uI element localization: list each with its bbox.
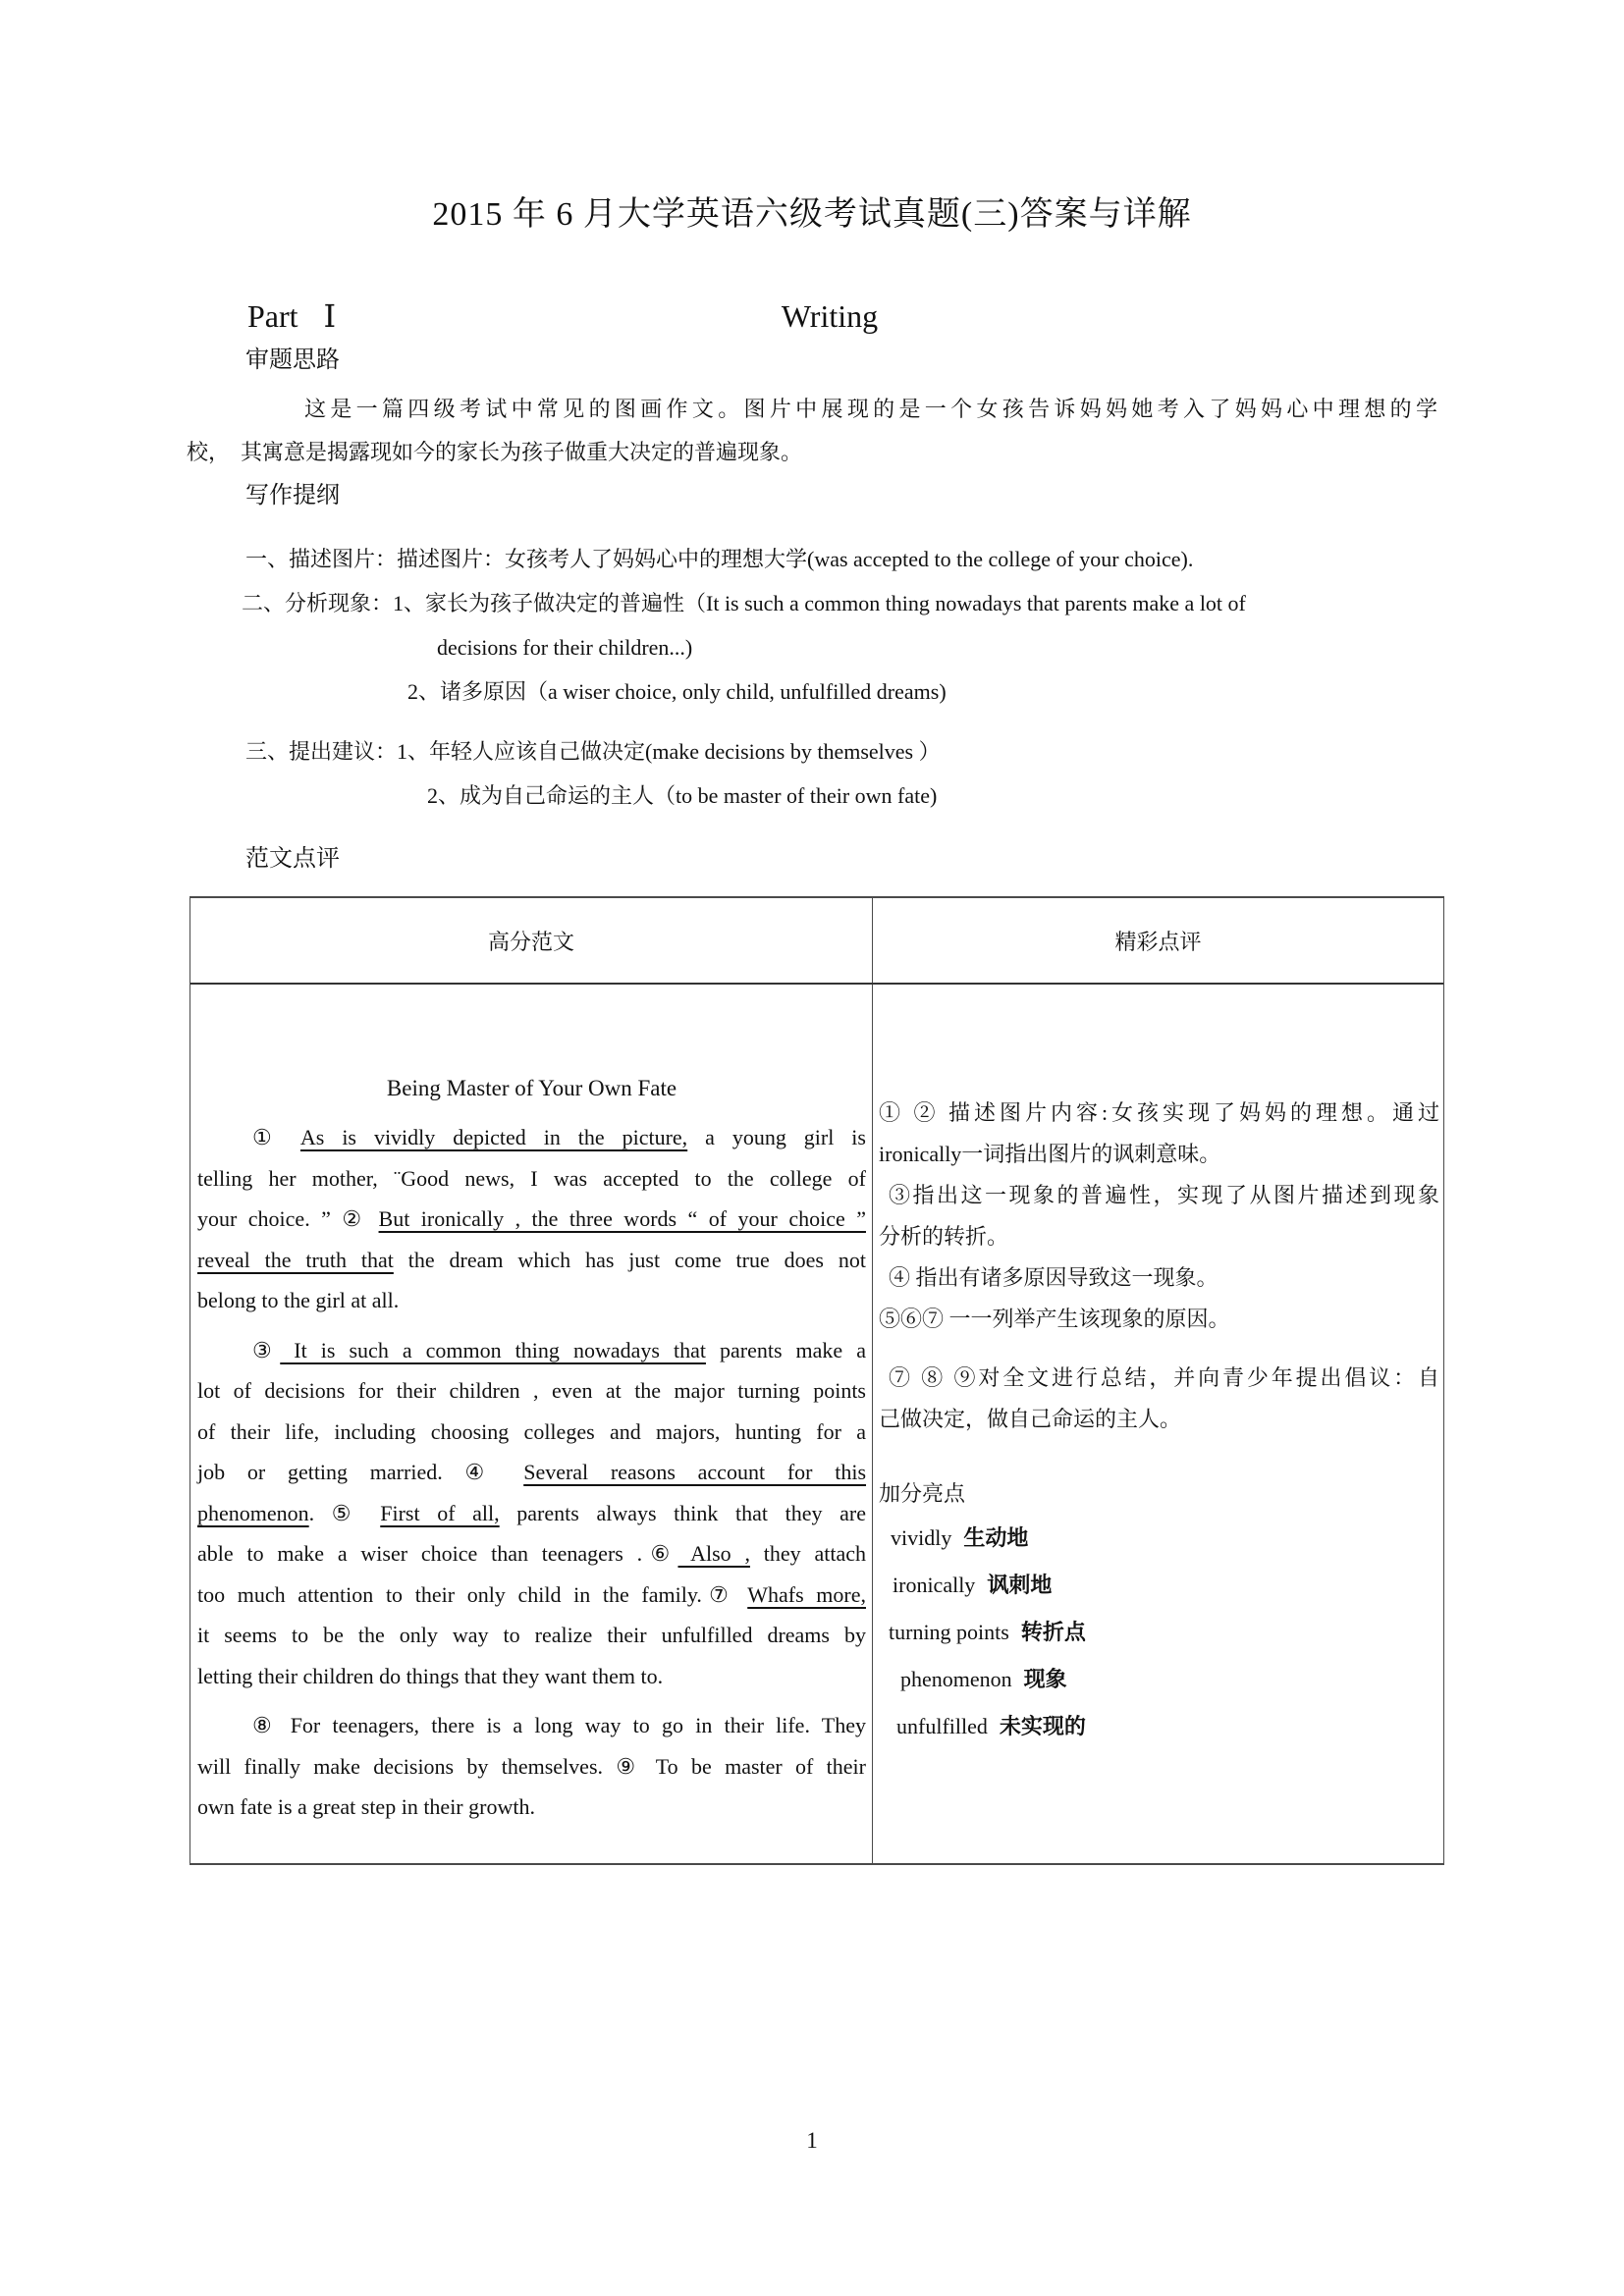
outline-item: 一、描述图片：描述图片：女孩考人了妈妈心中的理想大学(was accepted to the college of your choice). xyxy=(245,547,1194,571)
vocab-gloss: 现象 xyxy=(1023,1667,1067,1691)
essay-underlined-segment: reveal the truth that xyxy=(197,1247,394,1272)
essay-text-segment: able to make a wiser choice than teenagers .⑥ xyxy=(197,1541,678,1566)
essay-text-segment: ⑧ For teenagers, there is a long way to go in their life. They xyxy=(252,1713,866,1737)
vocab-word: phenomenon xyxy=(900,1667,1012,1691)
comment-line: ⑦ ⑧ ⑨对全文进行总结，并向青少年提出倡议：自 xyxy=(889,1365,1439,1390)
comment-line: ironically一词指出图片的讽刺意味。 xyxy=(879,1142,1221,1166)
comment-line: ⑤⑥⑦ 一一列举产生该现象的原因。 xyxy=(879,1307,1230,1331)
vocab-item xyxy=(879,1515,1439,1562)
essay-text-segment: belong to the girl at all. xyxy=(197,1288,400,1312)
header-cell-model-essay: 高分范文 xyxy=(190,898,873,983)
essay-text-segment: job or getting married. ④ xyxy=(197,1460,524,1484)
vocab-word: turning points xyxy=(889,1620,1009,1644)
essay-line xyxy=(197,1412,866,1453)
essay-title: Being Master of Your Own Fate xyxy=(386,1076,677,1100)
comment-line: ① ② 描述图片内容:女孩实现了妈妈的理想。通过 xyxy=(879,1100,1439,1125)
outline-list xyxy=(187,537,1437,818)
essay-text-segment: the dream which has just come true does not xyxy=(393,1247,866,1272)
analysis-paragraph-line: 校， 其寓意是揭露现如今的家长为孩子做重大决定的普遍现象。 xyxy=(187,440,803,464)
vocab-word: ironically xyxy=(893,1573,976,1597)
review-table xyxy=(189,896,1444,1865)
essay-text-segment: they attach xyxy=(749,1541,866,1566)
outline-item: 2、诸多原因（a wiser choice, only child, unfulfilled dreams) xyxy=(407,679,947,704)
essay-line xyxy=(197,1575,866,1616)
essay-text-segment: . ⑤ xyxy=(308,1500,381,1525)
page-number: 1 xyxy=(806,2128,818,2153)
essay-line xyxy=(197,1240,866,1281)
essay-text-segment: ③ xyxy=(252,1337,281,1362)
document-title: 2015 年 6 月大学英语六级考试真题(三)答案与详解 xyxy=(432,196,1192,233)
essay-line xyxy=(197,1280,866,1321)
part-heading-row xyxy=(187,295,1437,337)
essay-text-segment: parents always think that they are xyxy=(499,1500,866,1525)
analysis-heading: 审题思路 xyxy=(245,347,340,373)
comment-line: 分析的转折。 xyxy=(879,1224,1009,1249)
essay-line xyxy=(197,1493,866,1534)
essay-line xyxy=(197,1158,866,1200)
outline-heading: 写作提纲 xyxy=(245,483,340,508)
essay-text-segment: letting their children do things that they want them to. xyxy=(197,1663,664,1688)
bonus-points-heading: 加分亮点 xyxy=(879,1481,966,1506)
vocab-item xyxy=(879,1609,1439,1656)
analysis-paragraph-line: 这是一篇四级考试中常见的图画作文。图片中展现的是一个女孩告诉妈妈她考入了妈妈心中理想的学 xyxy=(304,397,1437,421)
vocab-gloss: 生动地 xyxy=(963,1525,1029,1550)
essay-line xyxy=(197,1656,866,1697)
comments-cell xyxy=(873,985,1443,1863)
outline-item: 三、提出建议：1、年轻人应该自己做决定(make decisions by themselves ） xyxy=(245,739,941,764)
vocab-gloss: 转折点 xyxy=(1020,1620,1086,1644)
outline-item-continuation: decisions for their children...) xyxy=(437,635,693,660)
header-cell-comments: 精彩点评 xyxy=(1114,929,1202,954)
vocab-item xyxy=(879,1656,1439,1703)
review-heading: 范文点评 xyxy=(245,846,340,872)
essay-line xyxy=(197,1787,866,1828)
essay-line xyxy=(197,1330,866,1371)
essay-underlined-segment: First of all, xyxy=(380,1500,500,1525)
essay-line xyxy=(197,1705,866,1746)
part-label: Part Ⅰ xyxy=(247,298,337,334)
vocab-gloss: 讽刺地 xyxy=(987,1573,1053,1597)
essay-underlined-segment: But ironically , the three words “ of your choice ” xyxy=(378,1206,866,1231)
essay-underlined-segment: Several reasons account for this xyxy=(523,1460,867,1484)
vocab-word: vividly xyxy=(891,1525,952,1550)
essay-line xyxy=(197,1117,866,1158)
essay-text-segment: own fate is a great step in their growth. xyxy=(197,1794,535,1819)
essay-line xyxy=(197,1199,866,1240)
comment-line: ④ 指出有诸多原因导致这一现象。 xyxy=(889,1265,1218,1290)
essay-text-segment: your choice. ” ② xyxy=(197,1206,379,1231)
essay-text-segment: a young girl is xyxy=(687,1125,866,1149)
essay-underlined-segment: phenomenon xyxy=(197,1500,309,1525)
part-title: Writing xyxy=(781,298,879,334)
essay-text-segment: lot of decisions for their children , even at the major turning points xyxy=(197,1378,866,1403)
essay-text-segment: too much attention to their only child in the family.⑦ xyxy=(197,1581,748,1607)
essay-line xyxy=(197,1452,866,1493)
essay-line xyxy=(197,1370,866,1412)
vocab-word: unfulfilled xyxy=(896,1714,988,1738)
model-essay-cell xyxy=(190,985,873,1863)
outline-item: 2、成为自己命运的主人（to be master of their own fate) xyxy=(427,783,938,808)
essay-text-segment: ① xyxy=(252,1125,300,1149)
vocab-item xyxy=(879,1562,1439,1609)
essay-underlined-segment: Whafs more, xyxy=(747,1581,866,1607)
essay-text-segment: telling her mother, ¨Good news, I was accepted to the college of xyxy=(197,1165,866,1191)
essay-text-segment: parents make a xyxy=(705,1337,866,1362)
outline-item: 二、分析现象：1、家长为孩子做决定的普遍性（It is such a common thing nowadays that parents make a lot of xyxy=(242,591,1246,615)
comment-line: ③指出这一现象的普遍性，实现了从图片描述到现象 xyxy=(889,1183,1439,1207)
essay-text-segment: will finally make decisions by themselves. ⑨ To be master of their xyxy=(197,1753,866,1779)
essay-underlined-segment: As is vividly depicted in the picture, xyxy=(299,1125,688,1149)
comment-line: 己做决定，做自己命运的主人。 xyxy=(879,1407,1182,1431)
vocab-item xyxy=(879,1703,1439,1750)
essay-text-segment: of their life, including choosing colleges and majors, hunting for a xyxy=(197,1418,866,1444)
vocab-gloss: 未实现的 xyxy=(999,1714,1086,1738)
essay-line xyxy=(197,1615,866,1656)
essay-text xyxy=(197,1117,866,1828)
essay-underlined-segment: Also , xyxy=(677,1541,750,1566)
essay-underlined-segment: It is such a common thing nowadays that xyxy=(280,1337,706,1362)
analysis-paragraph xyxy=(187,388,1437,474)
essay-line xyxy=(197,1746,866,1788)
essay-line xyxy=(197,1533,866,1575)
review-table-body-row xyxy=(190,985,1443,1863)
review-table-header-row xyxy=(190,898,1443,985)
essay-text-segment: it seems to be the only way to realize their unfulfilled dreams by xyxy=(197,1623,866,1647)
